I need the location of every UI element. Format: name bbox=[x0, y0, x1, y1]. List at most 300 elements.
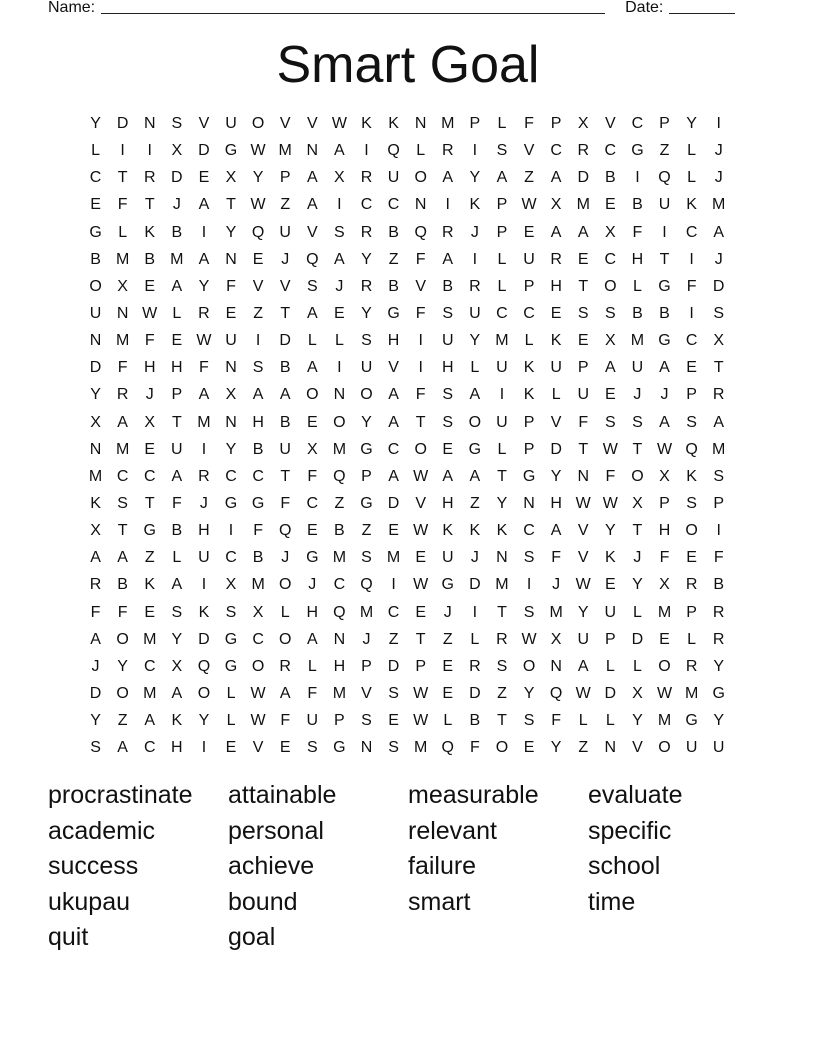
grid-letter[interactable]: Z bbox=[524, 169, 534, 187]
grid-letter[interactable]: R bbox=[198, 467, 210, 485]
grid-letter[interactable]: F bbox=[307, 467, 318, 485]
grid-letter[interactable]: B bbox=[252, 549, 264, 567]
grid-letter[interactable]: T bbox=[280, 467, 291, 485]
grid-letter[interactable]: M bbox=[386, 549, 401, 567]
grid-letter[interactable]: M bbox=[170, 250, 184, 268]
grid-letter[interactable]: I bbox=[120, 142, 125, 160]
grid-letter[interactable]: W bbox=[575, 494, 591, 512]
grid-letter[interactable]: G bbox=[631, 142, 644, 160]
grid-letter[interactable]: G bbox=[333, 739, 346, 757]
grid-letter[interactable]: R bbox=[550, 250, 562, 268]
grid-letter[interactable]: Y bbox=[713, 657, 725, 675]
grid-letter[interactable]: X bbox=[577, 115, 589, 132]
grid-letter[interactable]: C bbox=[604, 250, 617, 268]
grid-letter[interactable]: B bbox=[604, 169, 616, 187]
grid-letter[interactable]: A bbox=[334, 142, 345, 160]
grid-letter[interactable]: C bbox=[116, 467, 129, 485]
grid-letter[interactable]: W bbox=[250, 142, 266, 160]
grid-letter[interactable]: Z bbox=[388, 250, 399, 268]
grid-letter[interactable]: B bbox=[279, 359, 291, 377]
grid-letter[interactable]: I bbox=[364, 142, 369, 160]
grid-letter[interactable]: D bbox=[198, 630, 210, 648]
grid-letter[interactable]: A bbox=[171, 684, 183, 702]
grid-letter[interactable]: D bbox=[577, 169, 590, 187]
grid-letter[interactable]: T bbox=[415, 413, 426, 431]
grid-letter[interactable]: X bbox=[225, 386, 237, 404]
grid-letter[interactable]: A bbox=[496, 169, 508, 187]
grid-letter[interactable]: B bbox=[171, 223, 183, 241]
grid-letter[interactable]: S bbox=[604, 304, 616, 322]
grid-letter[interactable]: R bbox=[712, 630, 725, 648]
grid-letter[interactable]: C bbox=[306, 494, 319, 512]
grid-letter[interactable]: A bbox=[198, 196, 210, 214]
grid-letter[interactable]: F bbox=[117, 603, 128, 621]
grid-letter[interactable]: B bbox=[469, 712, 481, 730]
grid-letter[interactable]: M bbox=[630, 332, 645, 350]
grid-letter[interactable]: S bbox=[442, 304, 454, 322]
grid-letter[interactable]: R bbox=[496, 630, 508, 648]
grid-letter[interactable]: P bbox=[523, 277, 535, 295]
grid-letter[interactable]: J bbox=[335, 277, 344, 295]
grid-letter[interactable]: Q bbox=[251, 223, 265, 241]
grid-letter[interactable]: I bbox=[635, 169, 640, 187]
grid-letter[interactable]: M bbox=[88, 467, 103, 485]
grid-letter[interactable]: E bbox=[523, 739, 535, 757]
grid-letter[interactable]: T bbox=[497, 712, 507, 730]
grid-letter[interactable]: R bbox=[116, 386, 129, 404]
grid-letter[interactable]: O bbox=[251, 657, 265, 675]
grid-letter[interactable]: R bbox=[198, 304, 210, 322]
grid-letter[interactable]: M bbox=[576, 196, 590, 214]
grid-letter[interactable]: P bbox=[686, 386, 697, 404]
grid-letter[interactable]: V bbox=[279, 115, 291, 132]
grid-letter[interactable]: V bbox=[577, 522, 589, 540]
grid-letter[interactable]: G bbox=[89, 223, 102, 241]
grid-letter[interactable]: M bbox=[684, 684, 699, 702]
grid-letter[interactable]: G bbox=[224, 630, 238, 648]
grid-letter[interactable]: O bbox=[278, 576, 292, 594]
date-blank-line[interactable] bbox=[669, 0, 735, 14]
grid-letter[interactable]: V bbox=[577, 549, 589, 567]
grid-letter[interactable]: N bbox=[333, 630, 346, 648]
grid-letter[interactable]: K bbox=[442, 522, 454, 540]
grid-letter[interactable]: D bbox=[469, 684, 481, 702]
grid-letter[interactable]: L bbox=[632, 277, 642, 295]
grid-letter[interactable]: T bbox=[497, 603, 507, 621]
grid-letter[interactable]: B bbox=[90, 250, 101, 268]
grid-letter[interactable]: Z bbox=[469, 494, 480, 512]
grid-letter[interactable]: V bbox=[361, 684, 372, 702]
grid-letter[interactable]: G bbox=[387, 304, 400, 322]
grid-letter[interactable]: W bbox=[521, 196, 537, 214]
grid-letter[interactable]: E bbox=[388, 522, 399, 540]
grid-letter[interactable]: Y bbox=[361, 304, 372, 322]
grid-letter[interactable]: W bbox=[521, 630, 537, 648]
grid-letter[interactable]: R bbox=[360, 169, 373, 187]
grid-letter[interactable]: M bbox=[115, 250, 130, 268]
name-blank-line[interactable] bbox=[101, 0, 605, 14]
grid-letter[interactable]: Y bbox=[171, 630, 183, 648]
grid-letter[interactable]: X bbox=[550, 196, 562, 214]
grid-letter[interactable]: Z bbox=[117, 712, 128, 730]
grid-letter[interactable]: T bbox=[497, 467, 507, 485]
grid-letter[interactable]: K bbox=[604, 549, 616, 567]
grid-letter[interactable]: J bbox=[714, 142, 723, 160]
grid-letter[interactable]: L bbox=[497, 440, 507, 458]
grid-letter[interactable]: R bbox=[441, 142, 454, 160]
grid-letter[interactable]: A bbox=[442, 250, 454, 268]
grid-letter[interactable]: V bbox=[198, 115, 210, 132]
grid-letter[interactable]: I bbox=[418, 359, 423, 377]
grid-letter[interactable]: S bbox=[686, 494, 697, 512]
grid-letter[interactable]: J bbox=[281, 250, 290, 268]
grid-letter[interactable]: G bbox=[360, 440, 373, 458]
grid-letter[interactable]: G bbox=[251, 494, 265, 512]
grid-letter[interactable]: I bbox=[472, 142, 478, 160]
grid-letter[interactable]: U bbox=[198, 549, 210, 567]
grid-letter[interactable]: N bbox=[604, 739, 617, 757]
grid-letter[interactable]: E bbox=[306, 413, 318, 431]
grid-letter[interactable]: F bbox=[280, 494, 291, 512]
grid-letter[interactable]: O bbox=[414, 169, 427, 187]
grid-letter[interactable]: L bbox=[632, 603, 642, 621]
grid-letter[interactable]: J bbox=[362, 630, 371, 648]
grid-letter[interactable]: W bbox=[413, 467, 429, 485]
grid-letter[interactable]: L bbox=[551, 386, 561, 404]
grid-letter[interactable]: E bbox=[144, 603, 156, 621]
grid-letter[interactable]: C bbox=[252, 467, 264, 485]
grid-letter[interactable]: I bbox=[526, 576, 532, 594]
grid-letter[interactable]: U bbox=[387, 169, 400, 187]
grid-letter[interactable]: T bbox=[226, 196, 236, 214]
grid-letter[interactable]: M bbox=[495, 332, 509, 350]
grid-letter[interactable]: L bbox=[118, 223, 128, 241]
grid-letter[interactable]: W bbox=[575, 576, 591, 594]
grid-letter[interactable]: A bbox=[117, 413, 128, 431]
grid-letter[interactable]: G bbox=[441, 576, 454, 594]
grid-letter[interactable]: E bbox=[604, 196, 616, 214]
grid-letter[interactable]: S bbox=[713, 467, 725, 485]
grid-letter[interactable]: T bbox=[117, 522, 128, 540]
grid-letter[interactable]: K bbox=[496, 522, 508, 540]
grid-letter[interactable]: I bbox=[445, 196, 450, 214]
grid-letter[interactable]: L bbox=[226, 684, 236, 702]
grid-letter[interactable]: C bbox=[143, 739, 156, 757]
grid-letter[interactable]: X bbox=[604, 223, 616, 241]
grid-letter[interactable]: X bbox=[225, 169, 237, 187]
grid-letter[interactable]: R bbox=[279, 657, 291, 675]
grid-letter[interactable]: M bbox=[441, 115, 455, 132]
grid-letter[interactable]: E bbox=[550, 304, 562, 322]
grid-letter[interactable]: A bbox=[388, 467, 399, 485]
grid-letter[interactable]: H bbox=[631, 250, 644, 268]
grid-letter[interactable]: N bbox=[306, 142, 319, 160]
grid-letter[interactable]: N bbox=[225, 250, 237, 268]
grid-letter[interactable]: G bbox=[658, 277, 671, 295]
grid-letter[interactable]: Q bbox=[278, 522, 292, 540]
grid-letter[interactable]: U bbox=[577, 386, 590, 404]
grid-letter[interactable]: L bbox=[470, 359, 480, 377]
grid-letter[interactable]: O bbox=[522, 657, 536, 675]
grid-letter[interactable]: M bbox=[332, 549, 347, 567]
grid-letter[interactable]: U bbox=[685, 739, 698, 757]
grid-letter[interactable]: S bbox=[334, 223, 345, 241]
grid-letter[interactable]: M bbox=[657, 603, 672, 621]
grid-letter[interactable]: Y bbox=[225, 440, 237, 458]
grid-letter[interactable]: F bbox=[524, 115, 534, 132]
grid-letter[interactable]: Y bbox=[90, 115, 101, 132]
grid-letter[interactable]: A bbox=[388, 386, 399, 404]
grid-letter[interactable]: B bbox=[632, 304, 643, 322]
grid-letter[interactable]: O bbox=[197, 684, 211, 702]
grid-letter[interactable]: K bbox=[144, 223, 156, 241]
grid-letter[interactable]: I bbox=[337, 359, 342, 377]
grid-letter[interactable]: M bbox=[332, 684, 347, 702]
grid-letter[interactable]: Q bbox=[414, 223, 427, 241]
grid-letter[interactable]: Y bbox=[90, 386, 101, 404]
grid-letter[interactable]: X bbox=[144, 413, 156, 431]
grid-letter[interactable]: D bbox=[469, 576, 481, 594]
grid-letter[interactable]: I bbox=[201, 440, 207, 458]
grid-letter[interactable]: G bbox=[224, 657, 238, 675]
grid-letter[interactable]: K bbox=[523, 359, 535, 377]
grid-letter[interactable]: C bbox=[523, 522, 535, 540]
grid-letter[interactable]: B bbox=[334, 522, 345, 540]
grid-letter[interactable]: G bbox=[658, 332, 671, 350]
grid-letter[interactable]: H bbox=[658, 522, 671, 540]
grid-letter[interactable]: E bbox=[334, 304, 345, 322]
grid-letter[interactable]: Z bbox=[253, 304, 263, 322]
grid-letter[interactable]: D bbox=[116, 115, 129, 132]
grid-letter[interactable]: N bbox=[577, 467, 590, 485]
grid-letter[interactable]: E bbox=[90, 196, 101, 214]
grid-letter[interactable]: H bbox=[550, 277, 562, 295]
grid-letter[interactable]: Z bbox=[334, 494, 345, 512]
grid-letter[interactable]: C bbox=[685, 223, 698, 241]
grid-letter[interactable]: J bbox=[714, 250, 723, 268]
grid-letter[interactable]: N bbox=[523, 494, 535, 512]
grid-letter[interactable]: Y bbox=[90, 712, 101, 730]
grid-letter[interactable]: C bbox=[143, 467, 156, 485]
grid-letter[interactable]: X bbox=[90, 522, 101, 540]
grid-letter[interactable]: L bbox=[172, 549, 182, 567]
grid-letter[interactable]: F bbox=[551, 549, 562, 567]
grid-letter[interactable]: P bbox=[604, 630, 616, 648]
grid-letter[interactable]: Z bbox=[388, 630, 399, 648]
grid-letter[interactable]: I bbox=[418, 332, 423, 350]
grid-letter[interactable]: Y bbox=[713, 712, 725, 730]
grid-letter[interactable]: A bbox=[388, 413, 399, 431]
grid-letter[interactable]: O bbox=[306, 386, 319, 404]
grid-letter[interactable]: Y bbox=[469, 169, 481, 187]
grid-letter[interactable]: A bbox=[171, 277, 183, 295]
grid-letter[interactable]: R bbox=[685, 576, 698, 594]
grid-letter[interactable]: I bbox=[689, 250, 694, 268]
grid-letter[interactable]: L bbox=[632, 657, 642, 675]
grid-letter[interactable]: L bbox=[91, 142, 100, 160]
grid-letter[interactable]: G bbox=[224, 494, 238, 512]
grid-letter[interactable]: B bbox=[279, 413, 291, 431]
grid-letter[interactable]: W bbox=[331, 115, 347, 132]
grid-letter[interactable]: B bbox=[388, 277, 399, 295]
grid-letter[interactable]: F bbox=[226, 277, 236, 295]
grid-letter[interactable]: U bbox=[658, 196, 671, 214]
grid-letter[interactable]: A bbox=[198, 250, 210, 268]
grid-letter[interactable]: M bbox=[197, 413, 211, 431]
grid-letter[interactable]: O bbox=[658, 657, 671, 675]
grid-letter[interactable]: R bbox=[712, 386, 725, 404]
grid-letter[interactable]: A bbox=[442, 169, 454, 187]
grid-letter[interactable]: K bbox=[388, 115, 399, 132]
grid-letter[interactable]: F bbox=[171, 494, 182, 512]
grid-letter[interactable]: Q bbox=[197, 657, 211, 675]
grid-letter[interactable]: B bbox=[252, 440, 264, 458]
grid-letter[interactable]: P bbox=[361, 657, 372, 675]
grid-letter[interactable]: E bbox=[388, 712, 399, 730]
grid-letter[interactable]: N bbox=[496, 549, 508, 567]
grid-letter[interactable]: H bbox=[550, 494, 562, 512]
grid-letter[interactable]: E bbox=[442, 440, 454, 458]
grid-letter[interactable]: D bbox=[387, 657, 400, 675]
grid-letter[interactable]: B bbox=[144, 250, 156, 268]
grid-letter[interactable]: Q bbox=[306, 250, 319, 268]
grid-letter[interactable]: F bbox=[90, 603, 101, 621]
grid-letter[interactable]: S bbox=[306, 277, 318, 295]
grid-letter[interactable]: A bbox=[469, 467, 481, 485]
grid-letter[interactable]: A bbox=[659, 359, 670, 377]
grid-letter[interactable]: F bbox=[686, 277, 697, 295]
grid-letter[interactable]: K bbox=[550, 332, 562, 350]
grid-letter[interactable]: S bbox=[361, 712, 372, 730]
grid-letter[interactable]: W bbox=[602, 440, 618, 458]
grid-letter[interactable]: N bbox=[333, 386, 346, 404]
grid-letter[interactable]: X bbox=[659, 467, 670, 485]
grid-letter[interactable]: N bbox=[89, 440, 102, 458]
grid-letter[interactable]: F bbox=[144, 332, 155, 350]
grid-letter[interactable]: A bbox=[306, 169, 318, 187]
grid-letter[interactable]: F bbox=[307, 684, 318, 702]
grid-letter[interactable]: C bbox=[604, 142, 617, 160]
grid-letter[interactable]: W bbox=[656, 440, 673, 458]
grid-letter[interactable]: D bbox=[550, 440, 562, 458]
grid-letter[interactable]: A bbox=[306, 359, 318, 377]
grid-letter[interactable]: S bbox=[442, 413, 454, 431]
grid-letter[interactable]: X bbox=[713, 332, 725, 350]
grid-letter[interactable]: F bbox=[199, 359, 209, 377]
grid-letter[interactable]: G bbox=[143, 522, 156, 540]
grid-letter[interactable]: F bbox=[415, 250, 426, 268]
grid-letter[interactable]: I bbox=[662, 223, 667, 241]
grid-letter[interactable]: G bbox=[712, 684, 725, 702]
grid-letter[interactable]: E bbox=[144, 277, 156, 295]
grid-letter[interactable]: C bbox=[252, 630, 264, 648]
grid-letter[interactable]: A bbox=[252, 386, 264, 404]
grid-letter[interactable]: C bbox=[387, 603, 400, 621]
grid-letter[interactable]: D bbox=[631, 630, 644, 648]
grid-letter[interactable]: J bbox=[714, 169, 723, 187]
grid-letter[interactable]: U bbox=[360, 359, 373, 377]
grid-letter[interactable]: L bbox=[687, 169, 697, 187]
grid-letter[interactable]: K bbox=[198, 603, 210, 621]
grid-letter[interactable]: L bbox=[497, 115, 507, 132]
grid-letter[interactable]: J bbox=[443, 603, 452, 621]
grid-letter[interactable]: B bbox=[659, 304, 670, 322]
grid-letter[interactable]: A bbox=[550, 522, 562, 540]
grid-letter[interactable]: S bbox=[361, 549, 372, 567]
grid-letter[interactable]: B bbox=[388, 223, 399, 241]
grid-letter[interactable]: O bbox=[604, 277, 617, 295]
grid-letter[interactable]: I bbox=[201, 223, 207, 241]
grid-letter[interactable]: L bbox=[524, 332, 534, 350]
grid-letter[interactable]: A bbox=[90, 549, 101, 567]
grid-letter[interactable]: O bbox=[251, 115, 265, 132]
grid-letter[interactable]: N bbox=[225, 413, 237, 431]
grid-letter[interactable]: Q bbox=[441, 739, 454, 757]
grid-letter[interactable]: W bbox=[250, 196, 266, 214]
grid-letter[interactable]: L bbox=[497, 250, 507, 268]
grid-letter[interactable]: W bbox=[413, 712, 429, 730]
grid-letter[interactable]: Y bbox=[550, 467, 562, 485]
grid-letter[interactable]: J bbox=[470, 549, 479, 567]
grid-letter[interactable]: U bbox=[712, 739, 725, 757]
grid-letter[interactable]: S bbox=[252, 359, 264, 377]
grid-letter[interactable]: P bbox=[577, 359, 589, 377]
grid-letter[interactable]: A bbox=[577, 657, 589, 675]
grid-letter[interactable]: J bbox=[91, 657, 100, 675]
grid-letter[interactable]: W bbox=[142, 304, 158, 322]
grid-letter[interactable]: P bbox=[334, 712, 345, 730]
grid-letter[interactable]: S bbox=[523, 549, 535, 567]
grid-letter[interactable]: D bbox=[604, 684, 617, 702]
grid-letter[interactable]: E bbox=[279, 739, 291, 757]
grid-letter[interactable]: M bbox=[712, 440, 726, 458]
grid-letter[interactable]: U bbox=[469, 304, 481, 322]
grid-letter[interactable]: P bbox=[496, 223, 508, 241]
grid-letter[interactable]: C bbox=[143, 657, 156, 675]
grid-letter[interactable]: T bbox=[144, 494, 155, 512]
grid-letter[interactable]: C bbox=[225, 549, 237, 567]
grid-letter[interactable]: X bbox=[306, 440, 318, 458]
grid-letter[interactable]: U bbox=[306, 712, 319, 730]
grid-letter[interactable]: E bbox=[144, 440, 156, 458]
grid-letter[interactable]: U bbox=[89, 304, 102, 322]
grid-letter[interactable]: L bbox=[578, 712, 588, 730]
grid-letter[interactable]: I bbox=[472, 250, 478, 268]
grid-letter[interactable]: X bbox=[550, 630, 562, 648]
grid-letter[interactable]: X bbox=[252, 603, 264, 621]
grid-letter[interactable]: R bbox=[712, 603, 725, 621]
grid-letter[interactable]: Z bbox=[442, 630, 453, 648]
grid-letter[interactable]: P bbox=[496, 196, 508, 214]
grid-letter[interactable]: J bbox=[308, 576, 317, 594]
grid-letter[interactable]: E bbox=[442, 657, 454, 675]
grid-letter[interactable]: A bbox=[90, 630, 101, 648]
grid-letter[interactable]: Q bbox=[685, 440, 698, 458]
grid-letter[interactable]: W bbox=[413, 684, 429, 702]
grid-letter[interactable]: D bbox=[89, 684, 102, 702]
grid-letter[interactable]: G bbox=[685, 712, 698, 730]
grid-letter[interactable]: R bbox=[469, 277, 481, 295]
grid-letter[interactable]: M bbox=[657, 712, 672, 730]
grid-letter[interactable]: U bbox=[523, 250, 535, 268]
grid-letter[interactable]: V bbox=[306, 115, 318, 132]
grid-letter[interactable]: Y bbox=[225, 223, 237, 241]
grid-letter[interactable]: P bbox=[550, 115, 562, 132]
grid-letter[interactable]: K bbox=[469, 196, 481, 214]
grid-letter[interactable]: M bbox=[414, 739, 428, 757]
grid-letter[interactable]: L bbox=[470, 630, 480, 648]
grid-letter[interactable]: M bbox=[332, 440, 347, 458]
